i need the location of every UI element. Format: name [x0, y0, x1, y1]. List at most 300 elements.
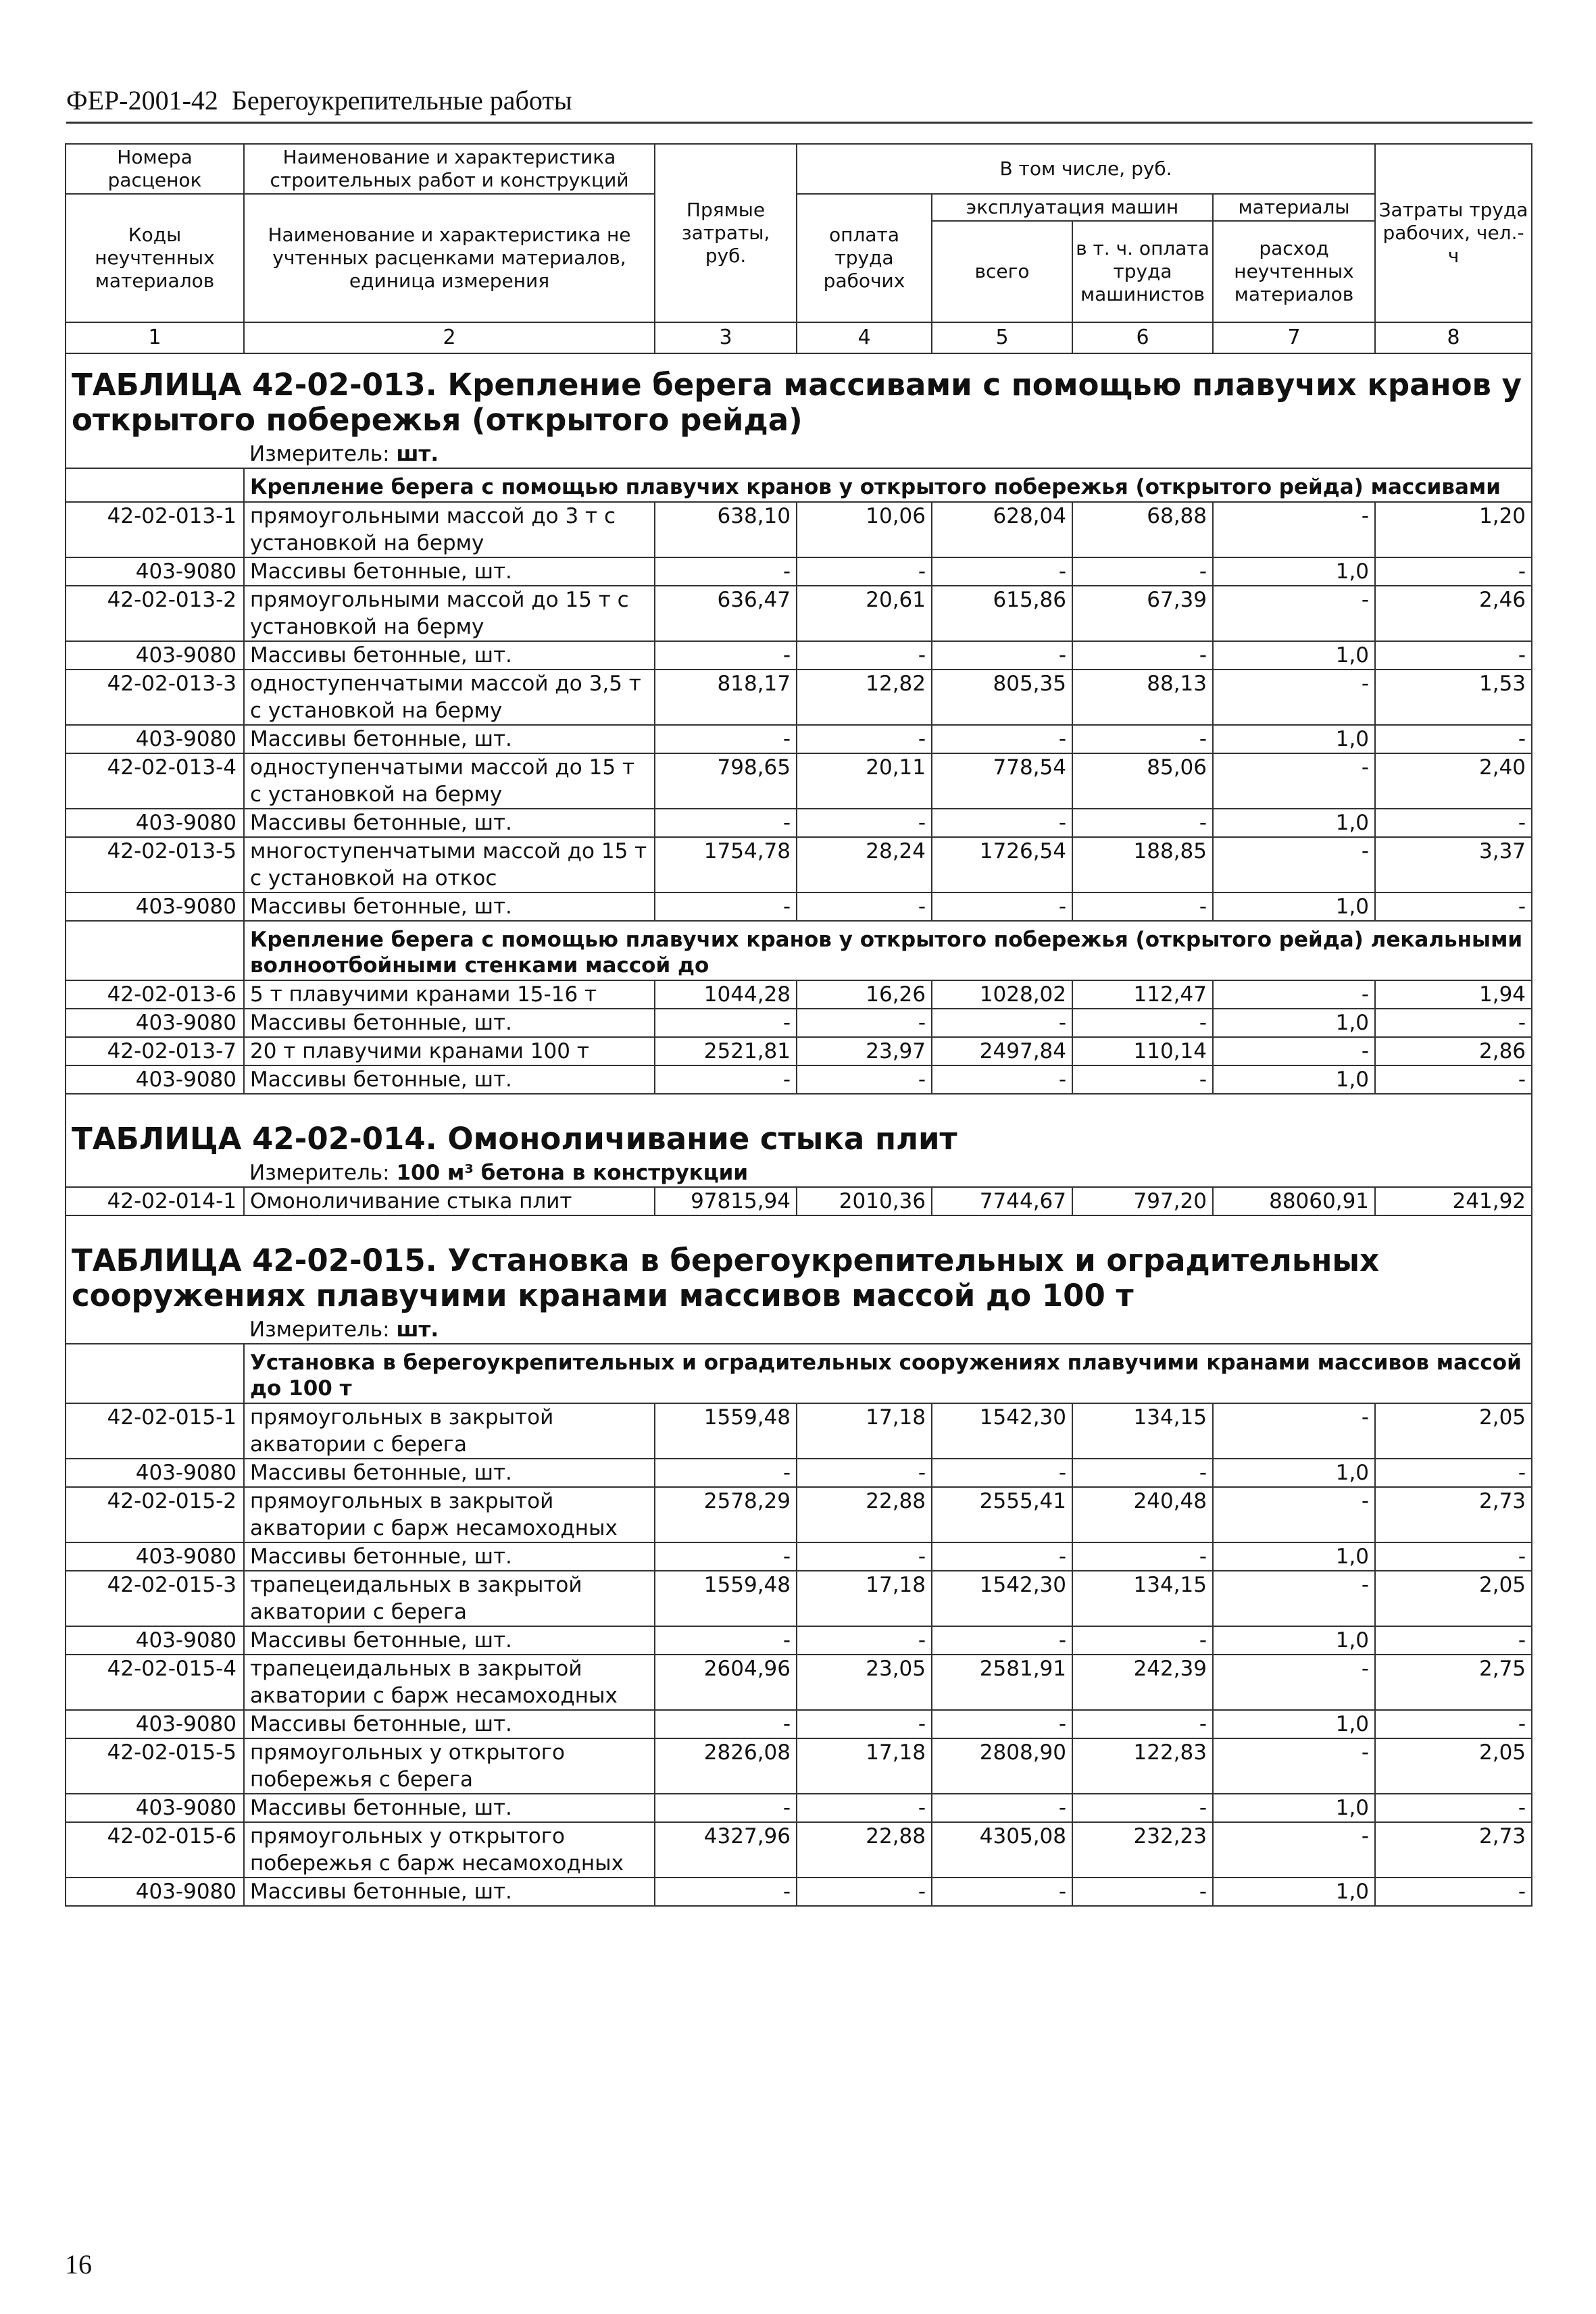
- value-c5: 615,86: [932, 586, 1072, 641]
- value-c4: 20,11: [797, 753, 932, 809]
- material-c4: -: [797, 1065, 932, 1094]
- value-c4: 23,97: [797, 1037, 932, 1065]
- material-c8: -: [1375, 1626, 1532, 1655]
- material-c8: -: [1375, 1459, 1532, 1487]
- value-c8: 2,73: [1375, 1822, 1532, 1878]
- material-row: [66, 1626, 1532, 1655]
- value-c6: 240,48: [1072, 1487, 1213, 1542]
- value-c7: -: [1213, 1738, 1375, 1794]
- value-c3: 1559,48: [655, 1403, 797, 1459]
- header-machines: эксплуатация машин: [932, 194, 1213, 221]
- table-row: [66, 1571, 1532, 1626]
- meter-stub: [66, 441, 244, 468]
- table-body: [66, 353, 1532, 1906]
- material-name: Массивы бетонные, шт.: [244, 892, 655, 921]
- table-row: [66, 502, 1532, 557]
- value-c8: 2,05: [1375, 1403, 1532, 1459]
- rate-code: 42-02-014-1: [66, 1187, 244, 1215]
- material-c3: -: [655, 641, 797, 670]
- material-c4: -: [797, 1710, 932, 1738]
- table-title: ТАБЛИЦА 42-02-015. Установка в берегоукрепительных и оградительных сооружениях плавучими кранами массивов массой до 100 т: [66, 1215, 1532, 1316]
- value-c4: 10,06: [797, 502, 932, 557]
- group-heading: Крепление берега с помощью плавучих кранов у открытого побережья (открытого рейда) лекальными волноотбойными стенками массой до: [244, 921, 1532, 980]
- header-col7: расход неучтенных материалов: [1213, 221, 1375, 322]
- material-c8: -: [1375, 892, 1532, 921]
- page-header-title: Берегоукрепительные работы: [231, 85, 572, 116]
- material-c5: -: [932, 809, 1072, 837]
- value-c4: 20,61: [797, 586, 932, 641]
- value-c3: 2604,96: [655, 1655, 797, 1710]
- column-number: 6: [1072, 322, 1213, 353]
- material-name: Массивы бетонные, шт.: [244, 1794, 655, 1822]
- table-row: [66, 1487, 1532, 1542]
- value-c6: 797,20: [1072, 1187, 1213, 1215]
- material-code: 403-9080: [66, 1710, 244, 1738]
- material-c7: 1,0: [1213, 1626, 1375, 1655]
- material-c7: 1,0: [1213, 809, 1375, 837]
- material-c3: -: [655, 1626, 797, 1655]
- rate-name: трапецеидальных в закрытой акватории с барж несамоходных: [244, 1655, 655, 1710]
- material-c3: -: [655, 1878, 797, 1906]
- table-row: [66, 837, 1532, 892]
- table-row: [66, 586, 1532, 641]
- value-c4: 22,88: [797, 1822, 932, 1878]
- material-code: 403-9080: [66, 1065, 244, 1094]
- value-c5: 1542,30: [932, 1571, 1072, 1626]
- material-c7: 1,0: [1213, 892, 1375, 921]
- value-c8: 2,05: [1375, 1738, 1532, 1794]
- header-col2-bottom: Наименование и характеристика не учтенных расценками материалов, единица измерения: [244, 194, 655, 322]
- material-c4: -: [797, 641, 932, 670]
- material-c4: -: [797, 1878, 932, 1906]
- material-row: [66, 1009, 1532, 1037]
- table-row: [66, 1187, 1532, 1215]
- rate-code: 42-02-013-6: [66, 980, 244, 1009]
- column-number: 3: [655, 322, 797, 353]
- material-code: 403-9080: [66, 725, 244, 753]
- material-name: Массивы бетонные, шт.: [244, 1626, 655, 1655]
- meter: [244, 441, 1532, 468]
- material-code: 403-9080: [66, 892, 244, 921]
- material-name: Массивы бетонные, шт.: [244, 1459, 655, 1487]
- material-c7: 1,0: [1213, 1542, 1375, 1571]
- value-c3: 2578,29: [655, 1487, 797, 1542]
- material-c7: 1,0: [1213, 1065, 1375, 1094]
- value-c7: 88060,91: [1213, 1187, 1375, 1215]
- column-number: 5: [932, 322, 1072, 353]
- value-c6: 188,85: [1072, 837, 1213, 892]
- value-c5: 4305,08: [932, 1822, 1072, 1878]
- material-code: 403-9080: [66, 641, 244, 670]
- material-c8: -: [1375, 1009, 1532, 1037]
- value-c5: 778,54: [932, 753, 1072, 809]
- value-c6: 134,15: [1072, 1571, 1213, 1626]
- column-number: 8: [1375, 322, 1532, 353]
- material-c5: -: [932, 1459, 1072, 1487]
- rate-code: 42-02-015-6: [66, 1822, 244, 1878]
- material-c3: -: [655, 557, 797, 586]
- material-row: [66, 557, 1532, 586]
- value-c3: 4327,96: [655, 1822, 797, 1878]
- header-col8: Затраты труда рабочих, чел.-ч: [1375, 144, 1532, 322]
- material-c6: -: [1072, 1794, 1213, 1822]
- material-code: 403-9080: [66, 1878, 244, 1906]
- material-c4: -: [797, 809, 932, 837]
- material-c4: -: [797, 725, 932, 753]
- value-c8: 1,20: [1375, 502, 1532, 557]
- value-c8: 1,53: [1375, 670, 1532, 725]
- meter-label: Измеритель:: [249, 442, 390, 466]
- meter-label: Измеритель:: [249, 1161, 390, 1185]
- material-c8: -: [1375, 1878, 1532, 1906]
- material-c7: 1,0: [1213, 1459, 1375, 1487]
- material-c6: -: [1072, 725, 1213, 753]
- material-c8: -: [1375, 725, 1532, 753]
- value-c6: 67,39: [1072, 586, 1213, 641]
- rate-name: прямоугольных в закрытой акватории с берега: [244, 1403, 655, 1459]
- value-c6: 112,47: [1072, 980, 1213, 1009]
- value-c5: 805,35: [932, 670, 1072, 725]
- material-c4: -: [797, 1626, 932, 1655]
- material-c4: -: [797, 1459, 932, 1487]
- meter-value: шт.: [396, 1317, 439, 1342]
- value-c4: 12,82: [797, 670, 932, 725]
- value-c7: -: [1213, 1037, 1375, 1065]
- material-c4: -: [797, 1009, 932, 1037]
- material-c6: -: [1072, 1009, 1213, 1037]
- material-row: [66, 1878, 1532, 1906]
- table-row: [66, 1738, 1532, 1794]
- material-name: Массивы бетонные, шт.: [244, 809, 655, 837]
- meter-row: [66, 1159, 1532, 1187]
- material-name: Массивы бетонные, шт.: [244, 557, 655, 586]
- material-row: [66, 1710, 1532, 1738]
- table-header: [66, 144, 1532, 353]
- material-c5: -: [932, 725, 1072, 753]
- meter-stub: [66, 1316, 244, 1344]
- material-c6: -: [1072, 892, 1213, 921]
- rate-code: 42-02-013-3: [66, 670, 244, 725]
- group-heading: Крепление берега с помощью плавучих кранов у открытого побережья (открытого рейда) массивами: [244, 468, 1532, 502]
- header-col2-top: Наименование и характеристика строительных работ и конструкций: [244, 144, 655, 194]
- value-c7: -: [1213, 980, 1375, 1009]
- material-row: [66, 1542, 1532, 1571]
- header-materials: материалы: [1213, 194, 1375, 221]
- header-col5: всего: [932, 221, 1072, 322]
- value-c6: 68,88: [1072, 502, 1213, 557]
- value-c7: -: [1213, 753, 1375, 809]
- material-c4: -: [797, 1542, 932, 1571]
- material-c3: -: [655, 809, 797, 837]
- group-heading-stub: [66, 468, 244, 502]
- rate-name: трапецеидальных в закрытой акватории с берега: [244, 1571, 655, 1626]
- value-c7: -: [1213, 1487, 1375, 1542]
- material-c8: -: [1375, 1542, 1532, 1571]
- value-c5: 7744,67: [932, 1187, 1072, 1215]
- group-heading: Установка в берегоукрепительных и оградительных сооружениях плавучими кранами массивов массой до 100 т: [244, 1344, 1532, 1403]
- material-c7: 1,0: [1213, 1878, 1375, 1906]
- value-c3: 2826,08: [655, 1738, 797, 1794]
- material-name: Массивы бетонные, шт.: [244, 1878, 655, 1906]
- header-col1-top: Номера расценок: [66, 144, 244, 194]
- material-code: 403-9080: [66, 557, 244, 586]
- material-c4: -: [797, 1794, 932, 1822]
- table-title-row: [66, 1094, 1532, 1159]
- value-c5: 1542,30: [932, 1403, 1072, 1459]
- value-c3: 1754,78: [655, 837, 797, 892]
- material-c6: -: [1072, 809, 1213, 837]
- value-c4: 28,24: [797, 837, 932, 892]
- material-row: [66, 1459, 1532, 1487]
- value-c4: 22,88: [797, 1487, 932, 1542]
- rate-code: 42-02-013-2: [66, 586, 244, 641]
- material-c6: -: [1072, 641, 1213, 670]
- header-column-numbers: [66, 322, 1532, 353]
- material-c6: -: [1072, 1459, 1213, 1487]
- page-header-code: ФЕР-2001-42: [66, 85, 218, 116]
- material-c7: 1,0: [1213, 1009, 1375, 1037]
- value-c7: -: [1213, 1655, 1375, 1710]
- group-heading-row: [66, 1344, 1532, 1403]
- value-c8: 241,92: [1375, 1187, 1532, 1215]
- table-row: [66, 1655, 1532, 1710]
- material-code: 403-9080: [66, 1626, 244, 1655]
- material-code: 403-9080: [66, 1794, 244, 1822]
- value-c7: -: [1213, 670, 1375, 725]
- value-c6: 88,13: [1072, 670, 1213, 725]
- value-c3: 636,47: [655, 586, 797, 641]
- material-c5: -: [932, 1009, 1072, 1037]
- material-name: Массивы бетонные, шт.: [244, 1542, 655, 1571]
- material-c5: -: [932, 1542, 1072, 1571]
- rate-code: 42-02-013-1: [66, 502, 244, 557]
- meter: [244, 1316, 1532, 1344]
- material-c5: -: [932, 1878, 1072, 1906]
- rate-name: Омоноличивание стыка плит: [244, 1187, 655, 1215]
- material-c5: -: [932, 557, 1072, 586]
- column-number: 4: [797, 322, 932, 353]
- table-row: [66, 753, 1532, 809]
- page-number: 16: [65, 2249, 92, 2280]
- rate-name: прямоугольных у открытого побережья с берега: [244, 1738, 655, 1794]
- table-row: [66, 1403, 1532, 1459]
- value-c5: 1726,54: [932, 837, 1072, 892]
- value-c5: 1028,02: [932, 980, 1072, 1009]
- value-c8: 2,05: [1375, 1571, 1532, 1626]
- value-c3: 798,65: [655, 753, 797, 809]
- value-c3: 1044,28: [655, 980, 797, 1009]
- value-c4: 2010,36: [797, 1187, 932, 1215]
- value-c5: 2497,84: [932, 1037, 1072, 1065]
- table-row: [66, 670, 1532, 725]
- value-c3: 818,17: [655, 670, 797, 725]
- header-col3: Прямые затраты, руб.: [655, 144, 797, 322]
- material-code: 403-9080: [66, 809, 244, 837]
- value-c3: 97815,94: [655, 1187, 797, 1215]
- value-c5: 2555,41: [932, 1487, 1072, 1542]
- material-c4: -: [797, 557, 932, 586]
- value-c5: 2581,91: [932, 1655, 1072, 1710]
- material-c7: 1,0: [1213, 725, 1375, 753]
- value-c7: -: [1213, 502, 1375, 557]
- table-title-row: [66, 1215, 1532, 1316]
- material-c8: -: [1375, 1065, 1532, 1094]
- value-c3: 638,10: [655, 502, 797, 557]
- material-name: Массивы бетонные, шт.: [244, 1710, 655, 1738]
- table-title: ТАБЛИЦА 42-02-014. Омоноличивание стыка плит: [66, 1094, 1532, 1159]
- value-c3: 2521,81: [655, 1037, 797, 1065]
- rate-code: 42-02-013-5: [66, 837, 244, 892]
- value-c6: 122,83: [1072, 1738, 1213, 1794]
- column-number: 1: [66, 322, 244, 353]
- material-name: Массивы бетонные, шт.: [244, 725, 655, 753]
- material-row: [66, 1794, 1532, 1822]
- material-row: [66, 892, 1532, 921]
- rate-name: 5 т плавучими кранами 15-16 т: [244, 980, 655, 1009]
- group-heading-stub: [66, 921, 244, 980]
- material-c3: -: [655, 1794, 797, 1822]
- material-c7: 1,0: [1213, 557, 1375, 586]
- value-c6: 85,06: [1072, 753, 1213, 809]
- group-heading-row: [66, 921, 1532, 980]
- rate-code: 42-02-013-7: [66, 1037, 244, 1065]
- material-code: 403-9080: [66, 1459, 244, 1487]
- meter-value: 100 м³ бетона в конструкции: [396, 1161, 749, 1185]
- material-c6: -: [1072, 557, 1213, 586]
- value-c3: 1559,48: [655, 1571, 797, 1626]
- rate-code: 42-02-015-2: [66, 1487, 244, 1542]
- material-c5: -: [932, 892, 1072, 921]
- material-c5: -: [932, 1710, 1072, 1738]
- material-name: Массивы бетонные, шт.: [244, 1009, 655, 1037]
- material-c5: -: [932, 1794, 1072, 1822]
- meter-row: [66, 1316, 1532, 1344]
- material-c8: -: [1375, 809, 1532, 837]
- meter-value: шт.: [396, 442, 439, 466]
- value-c7: -: [1213, 837, 1375, 892]
- material-c8: -: [1375, 557, 1532, 586]
- rate-name: 20 т плавучими кранами 100 т: [244, 1037, 655, 1065]
- material-row: [66, 641, 1532, 670]
- material-c6: -: [1072, 1878, 1213, 1906]
- value-c8: 2,86: [1375, 1037, 1532, 1065]
- rate-name: прямоугольными массой до 15 т с установкой на берму: [244, 586, 655, 641]
- meter-stub: [66, 1159, 244, 1187]
- header-col1-bottom: Коды неучтенных материалов: [66, 194, 244, 322]
- material-c6: -: [1072, 1542, 1213, 1571]
- material-c5: -: [932, 641, 1072, 670]
- rate-code: 42-02-015-3: [66, 1571, 244, 1626]
- material-c8: -: [1375, 1794, 1532, 1822]
- table-row: [66, 1037, 1532, 1065]
- value-c8: 2,75: [1375, 1655, 1532, 1710]
- material-c6: -: [1072, 1626, 1213, 1655]
- meter: [244, 1159, 1532, 1187]
- material-c3: -: [655, 725, 797, 753]
- header-incl: В том числе, руб.: [797, 144, 1375, 194]
- value-c7: -: [1213, 1822, 1375, 1878]
- value-c4: 17,18: [797, 1403, 932, 1459]
- material-c4: -: [797, 892, 932, 921]
- value-c8: 2,46: [1375, 586, 1532, 641]
- material-c8: -: [1375, 1710, 1532, 1738]
- material-c8: -: [1375, 641, 1532, 670]
- rate-name: одноступенчатыми массой до 3,5 т с установкой на берму: [244, 670, 655, 725]
- value-c4: 17,18: [797, 1571, 932, 1626]
- material-c7: 1,0: [1213, 1710, 1375, 1738]
- table-row: [66, 980, 1532, 1009]
- column-number: 7: [1213, 322, 1375, 353]
- value-c7: -: [1213, 1571, 1375, 1626]
- rate-name: прямоугольных у открытого побережья с барж несамоходных: [244, 1822, 655, 1878]
- material-c7: 1,0: [1213, 1794, 1375, 1822]
- meter-label: Измеритель:: [249, 1317, 390, 1342]
- table-title: ТАБЛИЦА 42-02-013. Крепление берега массивами с помощью плавучих кранов у открытого побережья (открытого рейда): [66, 353, 1532, 441]
- value-c4: 23,05: [797, 1655, 932, 1710]
- meter-row: [66, 441, 1532, 468]
- value-c6: 110,14: [1072, 1037, 1213, 1065]
- value-c7: -: [1213, 1403, 1375, 1459]
- value-c7: -: [1213, 586, 1375, 641]
- rate-code: 42-02-015-4: [66, 1655, 244, 1710]
- value-c6: 242,39: [1072, 1655, 1213, 1710]
- value-c8: 2,40: [1375, 753, 1532, 809]
- value-c8: 2,73: [1375, 1487, 1532, 1542]
- rate-code: 42-02-015-1: [66, 1403, 244, 1459]
- price-table: [65, 143, 1532, 1907]
- rate-name: многоступенчатыми массой до 15 т с установкой на откос: [244, 837, 655, 892]
- material-c3: -: [655, 1065, 797, 1094]
- material-name: Массивы бетонные, шт.: [244, 641, 655, 670]
- material-c3: -: [655, 1009, 797, 1037]
- value-c8: 1,94: [1375, 980, 1532, 1009]
- value-c4: 16,26: [797, 980, 932, 1009]
- page-header: [66, 80, 1532, 124]
- material-name: Массивы бетонные, шт.: [244, 1065, 655, 1094]
- material-c3: -: [655, 1542, 797, 1571]
- rate-code: 42-02-013-4: [66, 753, 244, 809]
- header-col4: оплата труда рабочих: [797, 194, 932, 322]
- rate-name: прямоугольных в закрытой акватории с барж несамоходных: [244, 1487, 655, 1542]
- value-c4: 17,18: [797, 1738, 932, 1794]
- header-col6: в т. ч. оплата труда машинистов: [1072, 221, 1213, 322]
- value-c5: 2808,90: [932, 1738, 1072, 1794]
- material-row: [66, 809, 1532, 837]
- column-number: 2: [244, 322, 655, 353]
- material-c3: -: [655, 1710, 797, 1738]
- table-row: [66, 1822, 1532, 1878]
- value-c5: 628,04: [932, 502, 1072, 557]
- value-c8: 3,37: [1375, 837, 1532, 892]
- material-c6: -: [1072, 1065, 1213, 1094]
- group-heading-row: [66, 468, 1532, 502]
- material-c3: -: [655, 892, 797, 921]
- material-code: 403-9080: [66, 1009, 244, 1037]
- material-code: 403-9080: [66, 1542, 244, 1571]
- rate-name: одноступенчатыми массой до 15 т с установкой на берму: [244, 753, 655, 809]
- material-row: [66, 725, 1532, 753]
- material-row: [66, 1065, 1532, 1094]
- rate-name: прямоугольными массой до 3 т с установкой на берму: [244, 502, 655, 557]
- material-c7: 1,0: [1213, 641, 1375, 670]
- material-c6: -: [1072, 1710, 1213, 1738]
- rate-code: 42-02-015-5: [66, 1738, 244, 1794]
- group-heading-stub: [66, 1344, 244, 1403]
- material-c3: -: [655, 1459, 797, 1487]
- value-c6: 134,15: [1072, 1403, 1213, 1459]
- material-c5: -: [932, 1626, 1072, 1655]
- value-c6: 232,23: [1072, 1822, 1213, 1878]
